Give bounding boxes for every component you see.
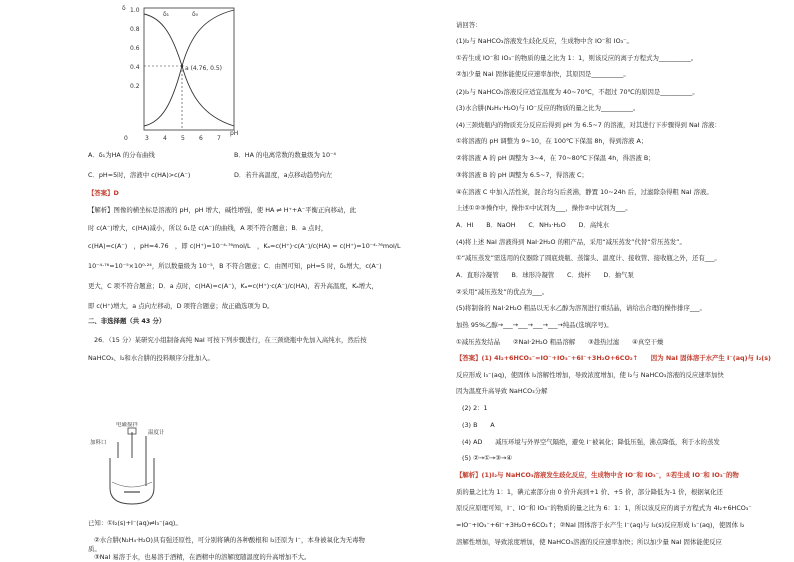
step-line: ②将溶液 A 的 pH 调整为 3~4，在 70~80℃下保温 4h，得溶液 B； — [456, 154, 655, 162]
answer-line: (2) 2：1 — [462, 404, 488, 412]
answer-line: (4) AD 减压环境与外界空气隔绝，避免 I⁻被氧化；降低压强，沸点降低，利于水的蒸发 — [462, 438, 720, 446]
x-axis-label: pH — [230, 130, 239, 137]
step-line: ③将溶液 B 的 pH 调整为 6.5~7，得溶液 C； — [456, 171, 588, 179]
stirrer-label: 电磁搅拌 — [116, 422, 139, 428]
choices-line: A．直形冷凝管 B．球形冷凝管 C．烧杯 D．抽气泵 — [456, 271, 634, 279]
answer-line: 反应形成 I₃⁻(aq)，使固体 I₂溶解性增加，导致浓度增加，使 I₂与 NaHCO₃溶液的反应速率加快 — [456, 371, 724, 379]
analysis-text: 【解析】(1)I₂与 NaHCO₃溶液发生歧化反应，生成物中含 IO⁻和 IO₃⁻，①若生成 IO⁻和 IO₃⁻的物 — [456, 471, 739, 479]
explanation-line: 【解析】图像的横坐标是溶液的 pH，pH 增大，碱性增强，使 HA ⇌ H⁺+A⁻平衡正向移动，此 — [88, 206, 357, 214]
question-line: ②采用“减压蒸发”的优点为___。 — [456, 288, 549, 296]
answer-line: (5) ②→①→③→④ — [462, 454, 513, 462]
analysis-line: 质的量之比为 1：1，碘元素部分由 0 价升高到+1 价、+5 价，部分降低为-1 价，根据氧化还 — [456, 488, 723, 496]
analysis-line — [456, 472, 739, 479]
x-tick: 6 — [199, 135, 203, 142]
known-line: 质。 — [88, 545, 101, 553]
right-column — [452, 0, 771, 562]
analysis-line: =IO⁻+IO₃⁻+6I⁻+3H₂O+6CO₂↑；②NaI 固体溶于水产生 I⁻(aq)与 I₂(s)反应形成 I₃⁻(aq)，使固体 I₂ — [456, 521, 745, 529]
step-line: ④在溶液 C 中加入活性炭，混合均匀后煮沸，静置 10~24h 后，过滤除杂得粗 NaI 溶液。 — [456, 188, 713, 196]
question-line: 上述①②③操作中，操作①中试剂为___，操作②中试剂为___。 — [456, 204, 632, 212]
x-tick: 7 — [217, 135, 221, 142]
option-d: D．若升高温度，a点移动趋势向左 — [234, 171, 333, 179]
inlet-label: 加料口 — [90, 440, 107, 446]
x-tick: 0 — [124, 135, 128, 142]
known-line: 已知：①I₂(s)+I⁻(aq)⇌I₃⁻(aq)。 — [88, 519, 182, 527]
y-tick: 0.8 — [130, 26, 140, 33]
answer-label: 【答案】D — [88, 189, 119, 197]
question-line: ①若生成 IO⁻和 IO₃⁻的物质的量之比为 1：1，则该反应的离子方程式为__________。 — [456, 54, 698, 62]
known-line: ②水合肼(N₂H₄·H₂O)具有强还原性，可分别将碘的各种酸根和 I₂还原为 I⁻，本身被氧化为无毒物 — [94, 536, 365, 544]
question-line: (4)将上述 NaI 溶液得到 NaI·2H₂O 的粗产品，采用“减压蒸发”代替“常压蒸发”。 — [456, 238, 686, 246]
answer-line: (3) B A — [462, 421, 495, 429]
point-label: a (4.76, 0.5) — [185, 65, 222, 72]
explanation-line: 即 c(H⁺)增大，a 点向左移动，D 项符合题意；故正确选项为 D。 — [88, 302, 274, 310]
step-line: ①将溶液的 pH 调整为 9~10，在 100℃下保温 8h，得到溶液 A； — [456, 137, 648, 145]
reaction-apparatus — [90, 422, 180, 508]
analysis-line: 原反应原理可知，I⁻、IO⁻和 IO₃⁻的物质的量之比为 6：1：1，所以该反应的离子方程式为 4I₂+6HCO₃⁻ — [456, 504, 752, 512]
x-tick: 4 — [163, 135, 167, 142]
explanation-line: 时 c(A⁻)增大，c(HA)减小，所以 δ₁是 c(A⁻)的曲线，A 项不符合题意；B．a 点时， — [88, 224, 328, 232]
question-line: (1)I₂与 NaHCO₃溶液发生歧化反应，生成物中含 IO⁻和 IO₃⁻。 — [456, 37, 633, 45]
question-line: 加热 95%乙醇→___→___→___→___→纯品(选填序号)。 — [456, 321, 613, 329]
question-line: (5)将制备的 NaI·2H₂O 粗品以无水乙醇为溶剂进行重结晶，请给出合理的操作排序___。 — [456, 304, 706, 312]
question-26-line: 26．（15 分）某研究小组制备高纯 NaI 可按下列步骤进行，在三颈烧瓶中先加入高纯水，然后按 — [94, 336, 367, 344]
x-tick: 5 — [181, 135, 185, 142]
y-tick: 0.6 — [130, 45, 140, 52]
curve-label: δ₁ — [163, 11, 170, 18]
y-tick: 0.4 — [130, 64, 140, 71]
option-b: B．HA 的电离常数的数量级为 10⁻⁴ — [234, 151, 336, 159]
y-axis-symbol: δ — [122, 5, 126, 12]
y-tick: 1.0 — [130, 7, 140, 14]
point-a — [181, 65, 184, 68]
question-line: ②加少量 NaI 固体能使反应速率加快，其原因是__________。 — [456, 70, 630, 78]
explanation-line: 更大，C 项不符合题意；D．a 点时，c(HA)=c(A⁻)，Kₐ=c(H⁺)·c(A⁻)/c(HA)，若升高温度，Kₐ增大， — [88, 282, 378, 290]
thermometer-label: 温度计 — [148, 430, 165, 436]
option-a: A．δ₁为HA 的分布曲线 — [88, 151, 155, 159]
known-line: ③NaI 易溶于水，也易溶于酒精，在酒精中的溶解度随温度的升高增加不大。 — [94, 553, 311, 561]
question-line: (3)水合肼(N₂H₄·H₂O)与 IO⁻反应的物质的量之比为__________。 — [456, 104, 640, 112]
y-tick: 0.2 — [130, 83, 140, 90]
option-c: C．pH=5时，溶液中 c(HA)>c(A⁻) — [88, 171, 191, 179]
answer-text: 【答案】(1) 4I₂+6HCO₃⁻=IO⁻+IO₃⁻+6I⁻+3H₂O+6CO₂↑ 因为 NaI 固体溶于水产生 I⁻(aq)与 I₂(s) — [456, 354, 771, 362]
choices-line: A．HI B．NaOH C．NH₃·H₂O D．高纯水 — [456, 221, 610, 229]
answer-line: 因为温度升高导致 NaHCO₃分解 — [456, 387, 548, 395]
explanation-line: c(HA)=c(A⁻) ，pH=4.76 ，即 c(H⁺)=10⁻⁴·⁷⁶mol/L ，Kₐ=c(H⁺)·c(A⁻)/c(HA) = c(H⁺)=10⁻⁴·⁷⁶mol/L — [88, 242, 401, 250]
question-line: (4)三颈烧瓶内的物质充分反应后得到 pH 为 6.5~7 的溶液，对其进行下步骤得到 NaI 溶液： — [456, 121, 721, 129]
curve-label: δ₀ — [192, 11, 199, 18]
prompt-line: 请回答： — [456, 21, 482, 29]
distribution-graph — [122, 4, 322, 144]
question-line: ①“减压蒸发”需选用的仪器除了圆底烧瓶、蒸馏头、温度计、接收管、接收瓶之外，还有___。 — [456, 254, 721, 262]
question-line: (2)I₂与 NaHCO₃溶液反应适宜温度为 40~70℃，不超过 70℃的原因是__________。 — [456, 88, 699, 96]
section-heading: 二、非选择题（共 43 分） — [88, 317, 166, 325]
explanation-line: 10⁻⁴·⁷⁶=10⁻⁵×10⁰·²⁴，所以数量级为 10⁻⁵，B 不符合题意；C．由图可知，pH=5 时，δ₁增大，c(A⁻) — [88, 262, 382, 270]
analysis-line: 溶解性增加，导致浓度增加，使 NaHCO₃溶液的反应速率加快；所以加少量 NaI 固体能使反应 — [456, 538, 722, 546]
choices-line: ①减压蒸发结晶 ②NaI·2H₂O 粗品溶解 ③趁热过滤 ④真空干燥 — [456, 338, 664, 346]
x-tick: 3 — [145, 135, 149, 142]
answer-line — [456, 355, 771, 362]
question-26-line: NaHCO₃、I₂和水合肼的投料顺序分批加入。 — [88, 354, 214, 362]
left-column — [84, 0, 401, 562]
